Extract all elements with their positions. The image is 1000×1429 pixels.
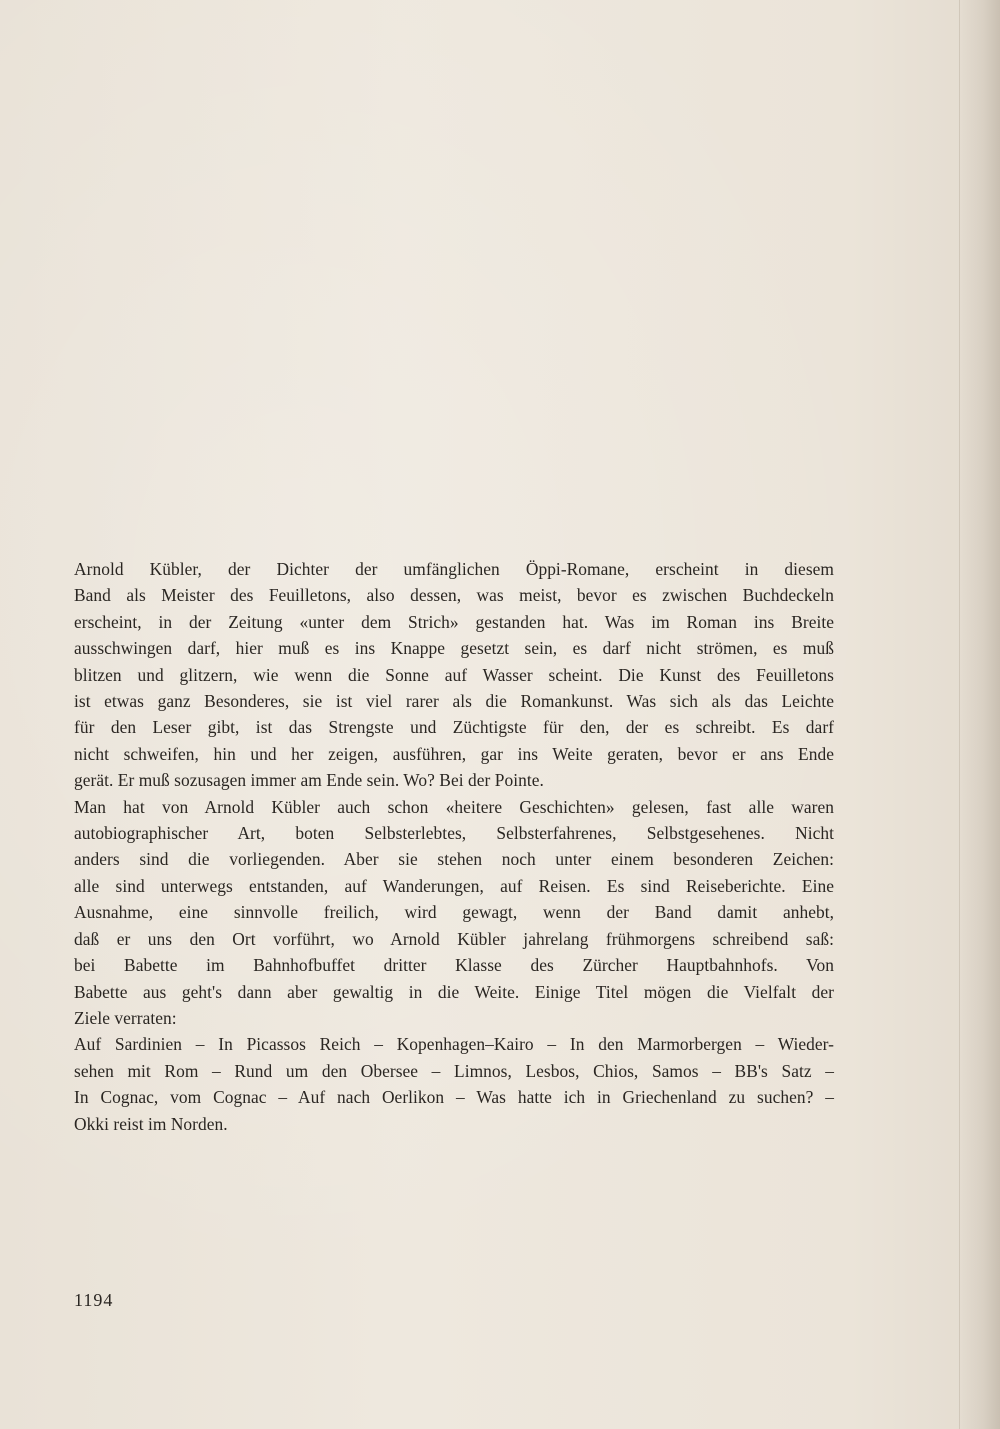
blurb-line: für den Leser gibt, ist das Strengste und Züchtigste für den, der es schreibt. Es darf: [74, 717, 834, 738]
blurb-text: [74, 556, 834, 1137]
spine-shadow: [958, 0, 1000, 1429]
blurb-line: Auf Sardinien – In Picassos Reich – Kopenhagen–Kairo – In den Marmorbergen – Wieder-: [74, 1034, 834, 1055]
blurb-line: Man hat von Arnold Kübler auch schon «heitere Geschichten» gelesen, fast alle waren: [74, 796, 834, 817]
blurb-line: In Cognac, vom Cognac – Auf nach Oerlikon – Was hatte ich in Griechenland zu suchen? –: [74, 1087, 834, 1108]
blurb-line: anders sind die vorliegenden. Aber sie stehen noch unter einem besonderen Zeichen:: [74, 849, 834, 870]
blurb-line: erscheint, in der Zeitung «unter dem Strich» gestanden hat. Was im Roman ins Breite: [74, 611, 834, 632]
blurb-line: blitzen und glitzern, wie wenn die Sonne auf Wasser scheint. Die Kunst des Feuilletons: [74, 664, 834, 685]
blurb-line: autobiographischer Art, boten Selbsterlebtes, Selbsterfahrenes, Selbstgesehenes. Nicht: [74, 823, 834, 844]
blurb-line: sehen mit Rom – Rund um den Obersee – Limnos, Lesbos, Chios, Samos – BB's Satz –: [74, 1060, 834, 1081]
page-number: 1194: [74, 1290, 114, 1310]
blurb-line: gerät. Er muß sozusagen immer am Ende sein. Wo? Bei der Pointe.: [74, 770, 544, 791]
blurb-line: Okki reist im Norden.: [74, 1113, 228, 1134]
blurb-line: daß er uns den Ort vorführt, wo Arnold Kübler jahrelang frühmorgens schreibend saß:: [74, 928, 834, 949]
blurb-line: Arnold Kübler, der Dichter der umfänglichen Öppi-Romane, erscheint in diesem: [74, 559, 834, 579]
blurb-line: bei Babette im Bahnhofbuffet dritter Klasse des Zürcher Hauptbahnhofs. Von: [74, 955, 834, 976]
blurb-line: alle sind unterwegs entstanden, auf Wanderungen, auf Reisen. Es sind Reiseberichte. Eine: [74, 875, 834, 896]
blurb-line: Ziele verraten:: [74, 1007, 177, 1028]
blurb-line: nicht schweifen, hin und her zeigen, ausführen, gar ins Weite geraten, bevor er ans Ende: [74, 743, 834, 764]
blurb-line: ausschwingen darf, hier muß es ins Knappe gesetzt sein, es darf nicht strömen, es muß: [74, 638, 834, 659]
blurb-line: Ausnahme, eine sinnvolle freilich, wird gewagt, wenn der Band damit anhebt,: [74, 902, 834, 923]
blurb-line: ist etwas ganz Besonderes, sie ist viel rarer als die Romankunst. Was sich als das Leichte: [74, 691, 834, 712]
cover-crease: [959, 0, 960, 1429]
blurb-line: Band als Meister des Feuilletons, also dessen, was meist, bevor es zwischen Buchdeckeln: [74, 585, 834, 606]
blurb-line: Babette aus geht's dann aber gewaltig in die Weite. Einige Titel mögen die Vielfalt der: [74, 981, 834, 1002]
